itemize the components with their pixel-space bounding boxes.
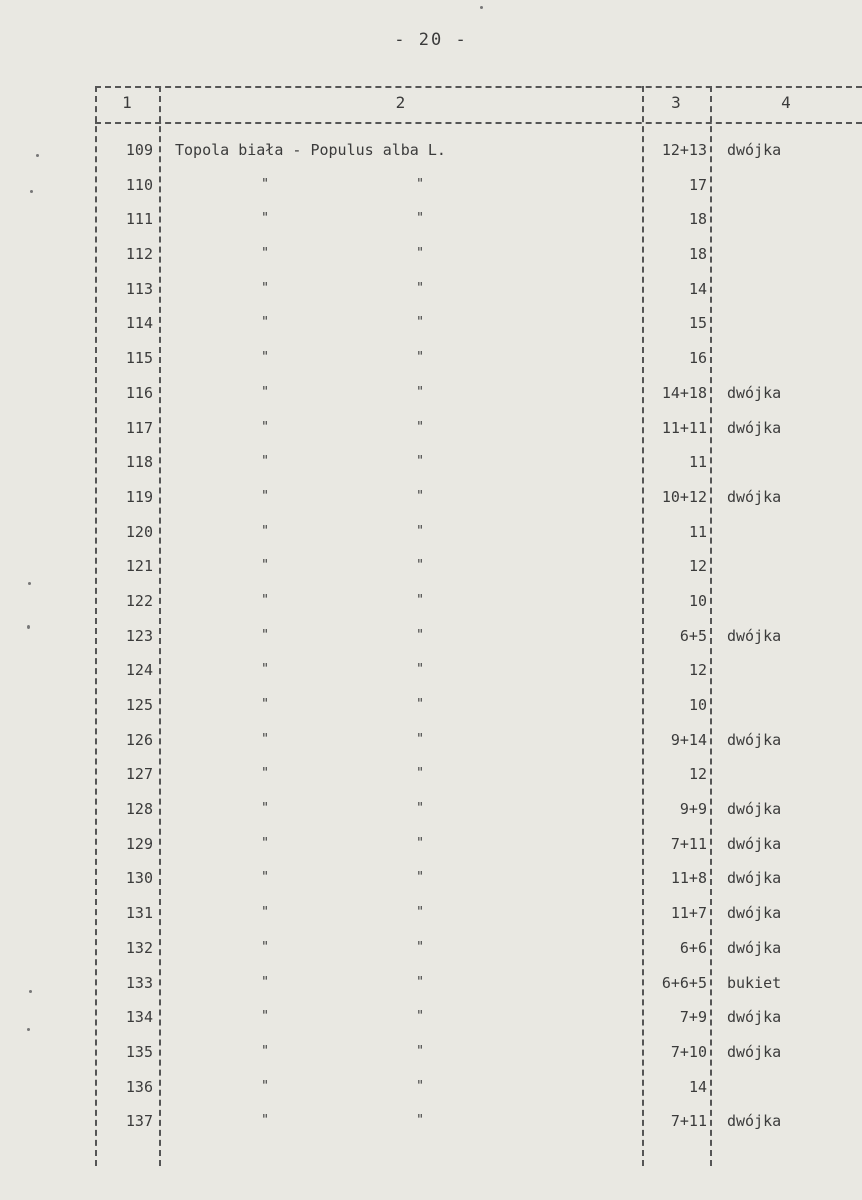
ditto-mark: " — [261, 592, 269, 608]
table-row — [95, 411, 862, 446]
trunk-size: 16 — [688, 349, 707, 368]
paper-speck — [480, 6, 483, 9]
row-number: 123 — [125, 626, 153, 645]
ditto-mark: " — [261, 350, 269, 366]
table-row — [95, 723, 862, 758]
row-number: 118 — [125, 453, 153, 472]
header-col-4: 4 — [781, 93, 791, 112]
table-row — [95, 827, 862, 862]
row-number: 120 — [125, 522, 153, 541]
table-row — [95, 376, 862, 411]
table-row — [95, 133, 862, 168]
table-row — [95, 445, 862, 480]
trunk-size: 12 — [688, 557, 707, 576]
trunk-size: 10+12 — [661, 487, 707, 506]
ditto-mark: " — [416, 246, 424, 262]
ditto-mark: " — [416, 870, 424, 886]
ditto-mark: " — [416, 350, 424, 366]
trunk-size: 17 — [688, 175, 707, 194]
inventory-table — [95, 86, 862, 1166]
ditto-mark: " — [416, 315, 424, 331]
remark: dwójka — [727, 800, 782, 819]
ditto-mark: " — [261, 627, 269, 643]
table-row — [95, 1000, 862, 1035]
table-row — [95, 272, 862, 307]
ditto-mark: " — [261, 801, 269, 817]
row-number: 134 — [125, 1008, 153, 1027]
ditto-mark: " — [416, 905, 424, 921]
header-col-3: 3 — [671, 93, 681, 112]
trunk-size: 12+13 — [661, 141, 707, 159]
table-row — [95, 861, 862, 896]
ditto-mark: " — [416, 558, 424, 574]
trunk-size: 9+9 — [679, 800, 707, 819]
table-row — [95, 341, 862, 376]
trunk-size: 6+5 — [679, 626, 707, 645]
row-number: 136 — [125, 1077, 153, 1096]
trunk-size: 6+6+5 — [661, 973, 707, 992]
ditto-mark: " — [416, 592, 424, 608]
row-number: 116 — [125, 383, 153, 402]
row-number: 131 — [125, 904, 153, 923]
trunk-size: 12 — [688, 765, 707, 784]
trunk-size: 12 — [688, 661, 707, 680]
ditto-mark: " — [261, 939, 269, 955]
row-number: 132 — [125, 938, 153, 957]
header-col-1: 1 — [122, 93, 132, 112]
row-number: 122 — [125, 591, 153, 610]
row-number: 126 — [125, 730, 153, 749]
ditto-mark: " — [261, 835, 269, 851]
ditto-mark: " — [261, 315, 269, 331]
page-number: - 20 - — [394, 30, 468, 50]
remark: dwójka — [727, 141, 782, 159]
remark: dwójka — [727, 1112, 782, 1131]
header-rule — [95, 122, 862, 124]
ditto-mark: " — [261, 1009, 269, 1025]
paper-speck — [27, 625, 30, 629]
ditto-mark: " — [261, 662, 269, 678]
trunk-size: 14 — [688, 1077, 707, 1096]
paper-speck — [29, 990, 32, 993]
trunk-size: 11+7 — [670, 904, 707, 923]
trunk-size: 7+11 — [670, 834, 707, 853]
ditto-mark: " — [416, 419, 424, 435]
remark: dwójka — [727, 730, 782, 749]
ditto-mark: " — [261, 766, 269, 782]
trunk-size: 10 — [688, 696, 707, 714]
trunk-size: 18 — [688, 210, 707, 229]
remark: bukiet — [727, 973, 782, 992]
ditto-mark: " — [416, 1078, 424, 1094]
ditto-mark: " — [261, 1043, 269, 1059]
row-number: 113 — [125, 279, 153, 298]
table-row — [95, 653, 862, 688]
table-row — [95, 1104, 862, 1139]
paper-speck — [36, 154, 39, 157]
trunk-size: 18 — [688, 245, 707, 264]
ditto-mark: " — [261, 974, 269, 990]
row-number: 127 — [125, 765, 153, 784]
ditto-mark: " — [261, 558, 269, 574]
row-number: 133 — [125, 973, 153, 992]
table-row — [95, 202, 862, 237]
table-row — [95, 688, 862, 723]
ditto-mark: " — [261, 454, 269, 470]
trunk-size: 14+18 — [661, 383, 707, 402]
ditto-mark: " — [261, 905, 269, 921]
table-row — [95, 480, 862, 515]
remark: dwójka — [727, 626, 782, 645]
ditto-mark: " — [261, 731, 269, 747]
row-number: 129 — [125, 834, 153, 853]
trunk-size: 11 — [688, 453, 707, 472]
row-number: 135 — [125, 1042, 153, 1061]
row-number: 115 — [125, 349, 153, 368]
ditto-mark: " — [416, 523, 424, 539]
table-top-rule — [95, 86, 862, 88]
paper-speck — [27, 1028, 30, 1031]
ditto-mark: " — [416, 697, 424, 712]
table-row — [95, 237, 862, 272]
row-number: 112 — [125, 245, 153, 264]
ditto-mark: " — [416, 280, 424, 296]
ditto-mark: " — [261, 1078, 269, 1094]
ditto-mark: " — [416, 211, 424, 227]
trunk-size: 10 — [688, 591, 707, 610]
row-number: 111 — [125, 210, 153, 229]
remark: dwójka — [727, 1008, 782, 1027]
header-col-2: 2 — [395, 93, 406, 112]
table-row — [95, 619, 862, 654]
paper-speck — [30, 190, 33, 193]
ditto-mark: " — [261, 384, 269, 400]
ditto-mark: " — [261, 280, 269, 296]
species-name: Topola biała - Populus alba L. — [175, 141, 446, 159]
row-number: 110 — [125, 175, 153, 194]
table-row — [95, 1035, 862, 1070]
ditto-mark: " — [416, 731, 424, 747]
trunk-size: 7+10 — [670, 1042, 707, 1061]
ditto-mark: " — [261, 419, 269, 435]
table-row — [95, 931, 862, 966]
ditto-mark: " — [261, 176, 269, 192]
ditto-mark: " — [261, 697, 269, 712]
trunk-size: 6+6 — [679, 938, 707, 957]
table-row — [95, 757, 862, 792]
ditto-mark: " — [416, 384, 424, 400]
ditto-mark: " — [416, 766, 424, 782]
ditto-mark: " — [261, 1113, 269, 1129]
remark: dwójka — [727, 383, 782, 402]
ditto-mark: " — [261, 211, 269, 227]
table-row — [95, 792, 862, 827]
table-row — [95, 896, 862, 931]
ditto-mark: " — [261, 246, 269, 262]
table-row — [95, 1070, 862, 1105]
remark: dwójka — [727, 938, 782, 957]
remark: dwójka — [727, 834, 782, 853]
ditto-mark: " — [416, 1009, 424, 1025]
ditto-mark: " — [416, 939, 424, 955]
trunk-size: 9+14 — [670, 730, 707, 749]
trunk-size: 7+9 — [679, 1008, 707, 1027]
remark: dwójka — [727, 1042, 782, 1061]
table-row — [95, 515, 862, 550]
ditto-mark: " — [416, 835, 424, 851]
remark: dwójka — [727, 904, 782, 923]
remark: dwójka — [727, 418, 782, 437]
ditto-mark: " — [416, 176, 424, 192]
table-row — [95, 549, 862, 584]
trunk-size: 11 — [688, 522, 707, 541]
paper-speck — [28, 582, 31, 585]
ditto-mark: " — [416, 488, 424, 504]
table-body — [95, 133, 862, 1139]
ditto-mark: " — [416, 1043, 424, 1059]
row-number: 121 — [125, 557, 153, 576]
ditto-mark: " — [416, 1113, 424, 1129]
row-number: 109 — [125, 141, 153, 159]
row-number: 125 — [125, 696, 153, 714]
row-number: 124 — [125, 661, 153, 680]
ditto-mark: " — [261, 523, 269, 539]
table-row — [95, 306, 862, 341]
table-row — [95, 584, 862, 619]
trunk-size: 11+8 — [670, 869, 707, 888]
row-number: 114 — [125, 314, 153, 333]
table-row — [95, 168, 862, 203]
trunk-size: 15 — [688, 314, 707, 333]
ditto-mark: " — [261, 488, 269, 504]
ditto-mark: " — [416, 627, 424, 643]
row-number: 119 — [125, 487, 153, 506]
trunk-size: 7+11 — [670, 1112, 707, 1131]
trunk-size: 14 — [688, 279, 707, 298]
ditto-mark: " — [416, 801, 424, 817]
remark: dwójka — [727, 869, 782, 888]
table-row — [95, 966, 862, 1001]
row-number: 137 — [125, 1112, 153, 1131]
ditto-mark: " — [416, 974, 424, 990]
row-number: 128 — [125, 800, 153, 819]
trunk-size: 11+11 — [661, 418, 707, 437]
ditto-mark: " — [416, 662, 424, 678]
ditto-mark: " — [416, 454, 424, 470]
row-number: 130 — [125, 869, 153, 888]
row-number: 117 — [125, 418, 153, 437]
ditto-mark: " — [261, 870, 269, 886]
remark: dwójka — [727, 487, 782, 506]
